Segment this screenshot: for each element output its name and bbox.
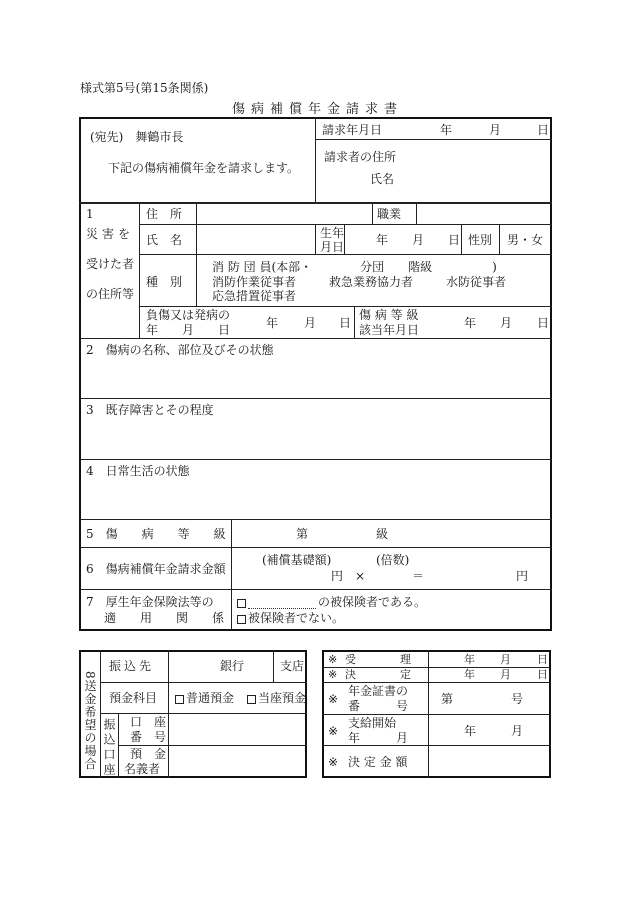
grade-year: 年 (464, 316, 477, 330)
start-label-1: 支給開始 (348, 716, 397, 730)
category-line-2b: 救急業務協力者 (329, 275, 414, 289)
sex-label: 性別 (468, 233, 493, 247)
birth-label-1: 生年 (320, 226, 345, 240)
category-line-3: 応急措置従事者 (212, 289, 297, 303)
checking-label: 当座預金 (258, 691, 307, 705)
grade-month: 月 (500, 316, 513, 330)
base-amount-label: (補償基礎額) (262, 553, 332, 567)
deposit-type-label: 預金科目 (109, 691, 158, 705)
birth-label-2: 月日 (320, 240, 345, 254)
grade-dai: 第 (296, 527, 309, 541)
account-label-1: 口 座 (130, 715, 167, 729)
decided-month: 月 (500, 668, 511, 681)
grade-kyu: 級 (376, 527, 389, 541)
sex-options: 男・女 (507, 233, 544, 247)
mark-cert: ※ (328, 692, 339, 706)
section7-label-2: 適 用 関 係 (104, 611, 225, 625)
injury-label-1: 負傷又は発病の (146, 308, 231, 322)
requester-name-label: 氏名 (370, 172, 395, 186)
section5-label: 5 傷 病 等 級 (86, 527, 226, 541)
injury-month: 月 (304, 316, 317, 330)
section4-label: 4 日常生活の状態 (86, 464, 190, 478)
section3-label: 3 既存障害とその程度 (86, 403, 214, 417)
form-number: 様式第5号(第15条関係) (80, 81, 209, 95)
cert-label-2: 番 号 (348, 699, 409, 713)
cert-label-1: 年金証書の (348, 684, 409, 698)
decided-day: 日 (537, 668, 548, 681)
received-month: 月 (500, 653, 511, 666)
grade-date-label-2: 該当年月日 (359, 323, 420, 337)
branch-label: 支店 (280, 659, 305, 673)
injury-label-2: 年 月 日 (146, 323, 231, 337)
start-year: 年 (464, 724, 477, 738)
section7-label-1: 7 厚生年金保険法等の (86, 595, 214, 609)
yen-times: 円 × (331, 569, 366, 583)
section6-label: 6 傷病補償年金請求金額 (86, 562, 226, 576)
section1-label-1: 災害を (86, 227, 135, 241)
mark-amount: ※ (328, 755, 339, 769)
bank-label: 銀行 (220, 659, 245, 673)
amount-label: 決 定 金 額 (348, 755, 408, 769)
received-label: 受 理 (345, 653, 411, 666)
name-label: 氏 名 (146, 233, 183, 247)
section1-number: 1 (86, 207, 94, 221)
insured-checkbox[interactable] (237, 596, 248, 610)
birth-year: 年 (376, 233, 389, 247)
addressee: (宛先) 舞鶴市長 (90, 130, 184, 144)
mark-decided: ※ (328, 668, 338, 681)
start-month: 月 (511, 724, 524, 738)
received-year: 年 (464, 653, 475, 666)
grade-date-label-1: 傷 病 等 級 (359, 308, 419, 322)
yen: 円 (516, 569, 529, 583)
category-label: 種 別 (146, 275, 183, 289)
ordinary-checkbox[interactable] (175, 692, 186, 706)
mark-received: ※ (328, 653, 338, 666)
category-line-2c: 水防従事者 (446, 275, 507, 289)
request-text: 下記の傷病補償年金を請求します。 (108, 161, 300, 175)
category-line-1: 消 防 団 員(本部・ 分団 階級 ) (212, 260, 497, 274)
birth-month: 月 (412, 233, 425, 247)
not-insured-option: 被保険者でない。 (248, 611, 345, 625)
bank-section-label: 8送金希望の場合 (83, 671, 97, 771)
not-insured-checkbox[interactable] (237, 612, 248, 626)
date-month: 月 (489, 123, 502, 137)
start-label-2: 年 月 (348, 731, 409, 745)
multiplier-label: (倍数) (376, 553, 410, 567)
form-title: 傷病補償年金請求書 (232, 102, 404, 117)
section2-label: 2 傷病の名称、部位及びその状態 (86, 343, 274, 357)
cert-go: 号 (511, 692, 524, 706)
received-day: 日 (537, 653, 548, 666)
decided-year: 年 (464, 668, 475, 681)
requester-address-label: 請求者の住所 (324, 150, 397, 164)
grade-day: 日 (537, 316, 550, 330)
section1-label-2: 受けた者 (86, 257, 135, 271)
recipient-label: 振込先 (109, 659, 155, 673)
equals: ＝ (412, 569, 425, 583)
holder-label-1: 預 金 (130, 747, 167, 761)
injury-year: 年 (266, 316, 279, 330)
checking-checkbox[interactable] (247, 692, 258, 706)
transfer-account-label: 振込口座 (102, 718, 116, 778)
birth-day: 日 (448, 233, 461, 247)
account-label-2: 番 号 (130, 730, 167, 744)
occupation-label: 職業 (377, 207, 402, 221)
mark-start: ※ (328, 724, 339, 738)
request-date-label: 請求年月日 (322, 123, 383, 137)
ordinary-label: 普通預金 (186, 691, 235, 705)
address-label: 住 所 (146, 207, 183, 221)
holder-label-2: 名義者 (124, 762, 161, 776)
category-line-2a: 消防作業従事者 (212, 275, 297, 289)
cert-dai: 第 (441, 692, 454, 706)
section1-label-3: の住所等 (86, 287, 135, 301)
date-year: 年 (440, 123, 453, 137)
date-day: 日 (537, 123, 550, 137)
injury-day: 日 (339, 316, 352, 330)
insured-option: の被保険者である。 (318, 595, 427, 609)
decided-label: 決 定 (345, 668, 411, 681)
